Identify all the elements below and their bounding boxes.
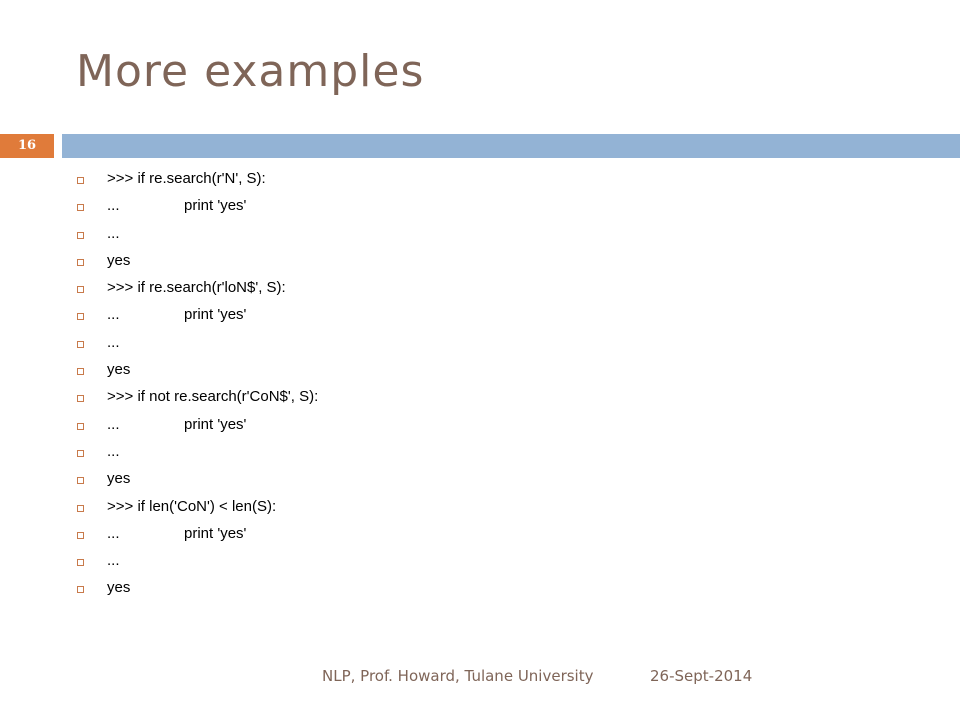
code-statement: print 'yes' — [184, 306, 247, 324]
code-statement: print 'yes' — [184, 524, 247, 542]
slide-title: More examples — [76, 46, 425, 97]
code-statement: print 'yes' — [184, 415, 247, 433]
code-prompt: >>> if re.search(r'loN$', S): — [107, 279, 286, 297]
slide-number: 16 — [0, 134, 54, 158]
square-bullet-icon — [77, 232, 84, 239]
square-bullet-icon — [77, 505, 84, 512]
code-prompt: ... — [107, 197, 120, 215]
square-bullet-icon — [77, 204, 84, 211]
code-prompt: ... — [107, 552, 120, 570]
square-bullet-icon — [77, 395, 84, 402]
square-bullet-icon — [77, 586, 84, 593]
title-rule — [62, 134, 960, 158]
footer-date: 26-Sept-2014 — [650, 667, 753, 685]
square-bullet-icon — [77, 423, 84, 430]
code-prompt: ... — [107, 415, 120, 433]
code-statement: print 'yes' — [184, 197, 247, 215]
code-prompt: yes — [107, 251, 131, 269]
square-bullet-icon — [77, 450, 84, 457]
square-bullet-icon — [77, 286, 84, 293]
square-bullet-icon — [77, 341, 84, 348]
code-prompt: ... — [107, 306, 120, 324]
code-prompt: yes — [107, 470, 131, 488]
square-bullet-icon — [77, 532, 84, 539]
square-bullet-icon — [77, 477, 84, 484]
code-prompt: ... — [107, 333, 120, 351]
code-prompt: >>> if re.search(r'N', S): — [107, 170, 266, 187]
square-bullet-icon — [77, 259, 84, 266]
code-prompt: >>> if len('CoN') < len(S): — [107, 497, 277, 515]
code-prompt: yes — [107, 361, 131, 379]
code-prompt: ... — [107, 524, 120, 542]
code-prompt: ... — [107, 442, 120, 460]
square-bullet-icon — [77, 368, 84, 375]
code-prompt: ... — [107, 224, 120, 242]
square-bullet-icon — [77, 559, 84, 566]
code-prompt: yes — [107, 579, 131, 597]
square-bullet-icon — [77, 313, 84, 320]
square-bullet-icon — [77, 177, 84, 184]
footer-source: NLP, Prof. Howard, Tulane University — [322, 667, 594, 685]
code-prompt: >>> if not re.search(r'CoN$', S): — [107, 388, 319, 406]
